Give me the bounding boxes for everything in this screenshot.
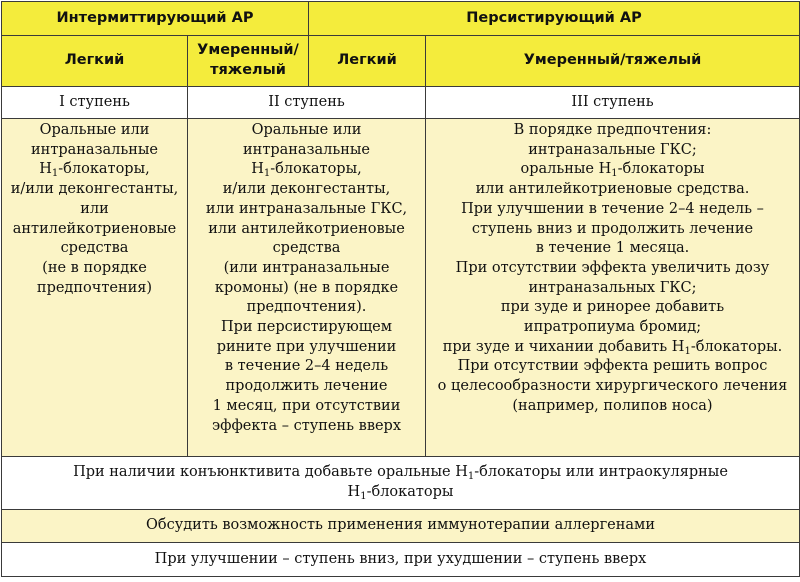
h1-subscript: 1 — [684, 345, 691, 357]
itch-prefix: при зуде и чихании добавить H — [442, 338, 685, 355]
text-line: ипратропиума бромид; — [523, 319, 702, 336]
conjunctivitis-note — [2, 457, 800, 510]
text-line: интраназальные — [242, 141, 371, 158]
header-moderate-intermittent — [188, 36, 309, 87]
text-line: эффекта – ступень вверх — [211, 417, 402, 434]
itch-suffix: -блокаторы. — [690, 338, 783, 355]
text-line: Оральные или — [251, 122, 362, 138]
h1-suffix: -блокаторы — [617, 161, 705, 178]
text-line: или интраназальные ГКС, — [205, 200, 408, 217]
text-line: или антилейкотриеновые — [208, 220, 405, 237]
conj-prefix-2: H — [347, 484, 361, 500]
text-line: антилейкотриеновые — [12, 220, 177, 237]
text-line — [432, 160, 793, 180]
text-line: интраназальные — [30, 141, 159, 158]
text-line — [8, 463, 793, 483]
h1-prefix: H — [39, 161, 52, 178]
text-line: интраназальные ГКС; — [528, 141, 697, 158]
text-line — [8, 160, 181, 180]
header-persistent: Персистирующий АР — [309, 2, 800, 36]
text-line: 1 месяц, при отсутствии — [212, 397, 401, 414]
text-line: при зуде и ринорее добавить — [500, 299, 725, 316]
text-line: кромоны) (не в порядке — [214, 279, 399, 296]
text-line: средства — [272, 240, 341, 257]
step-3: III ступень — [426, 87, 800, 119]
text-line: При отсутствии эффекта решить вопрос — [457, 358, 768, 375]
step-3-content — [426, 119, 800, 457]
h1-subscript: 1 — [611, 168, 618, 180]
step-1-content — [2, 119, 188, 457]
header-mild-intermittent: Легкий — [2, 36, 188, 87]
text-line: (не в порядке — [42, 259, 147, 276]
text-line: Оральные или — [39, 122, 150, 138]
step-1: I ступень — [2, 87, 188, 119]
h1-subscript: 1 — [51, 168, 59, 180]
text-line: При отсутствии эффекта увеличить дозу — [455, 259, 770, 276]
text-line: или — [80, 200, 109, 217]
h1-suffix: -блокаторы, — [58, 161, 150, 178]
text-line: или антилейкотриеновые средства. — [475, 181, 750, 198]
step-rule-note: При улучшении – ступень вниз, при ухудшении – ступень вверх — [2, 543, 800, 577]
text-line: о целесообразности хирургического лечения — [437, 378, 788, 395]
text-line: интраназальных ГКС; — [528, 279, 697, 296]
text-line: и/или деконгестанты, — [222, 181, 391, 198]
treatment-table — [1, 1, 800, 577]
header-mild-persistent: Легкий — [309, 36, 426, 87]
conj-middle: -блокаторы или интраокулярные — [474, 464, 728, 481]
text-line: ступень вниз и продолжить лечение — [471, 220, 754, 237]
header-moderate-line: тяжелый — [210, 62, 286, 78]
text-line: средства — [60, 240, 129, 257]
text-line — [8, 483, 793, 503]
text-line: предпочтения). — [246, 299, 367, 316]
immunotherapy-note: Обсудить возможность применения иммунотерапии аллергенами — [2, 510, 800, 543]
conj-prefix: При наличии конъюнктивита добавьте оральные H — [73, 464, 468, 481]
header-moderate-persistent: Умеренный/тяжелый — [426, 36, 800, 87]
h1-subscript: 1 — [360, 491, 367, 502]
text-line: предпочтения) — [36, 279, 153, 296]
text-line — [432, 338, 793, 358]
text-line: продолжить лечение — [225, 378, 388, 395]
h1-suffix: -блокаторы, — [270, 161, 362, 178]
h1-subscript: 1 — [467, 471, 475, 483]
header-intermittent: Интермиттирующий АР — [2, 2, 309, 36]
text-line: (или интраназальные — [223, 259, 390, 276]
text-line: в течение 1 месяца. — [535, 240, 690, 257]
text-line: При персистирующем — [220, 319, 393, 336]
text-line: в течение 2–4 недель — [224, 358, 389, 375]
step-2-content — [188, 119, 426, 457]
text-line: и/или деконгестанты, — [10, 181, 179, 198]
text-line: рините при улучшении — [216, 338, 397, 355]
conj-suffix-2: -блокаторы — [366, 484, 454, 500]
h1-subscript: 1 — [263, 168, 271, 180]
text-line — [194, 160, 419, 180]
text-line: В порядке предпочтения: — [513, 122, 712, 138]
text-line: При улучшении в течение 2–4 недель – — [461, 200, 764, 217]
h1-prefix: оральные H — [520, 161, 612, 178]
h1-prefix: H — [251, 161, 264, 178]
text-line: (например, полипов носа) — [512, 397, 713, 414]
header-moderate-line: Умеренный/ — [197, 42, 299, 59]
step-2: II ступень — [188, 87, 426, 119]
